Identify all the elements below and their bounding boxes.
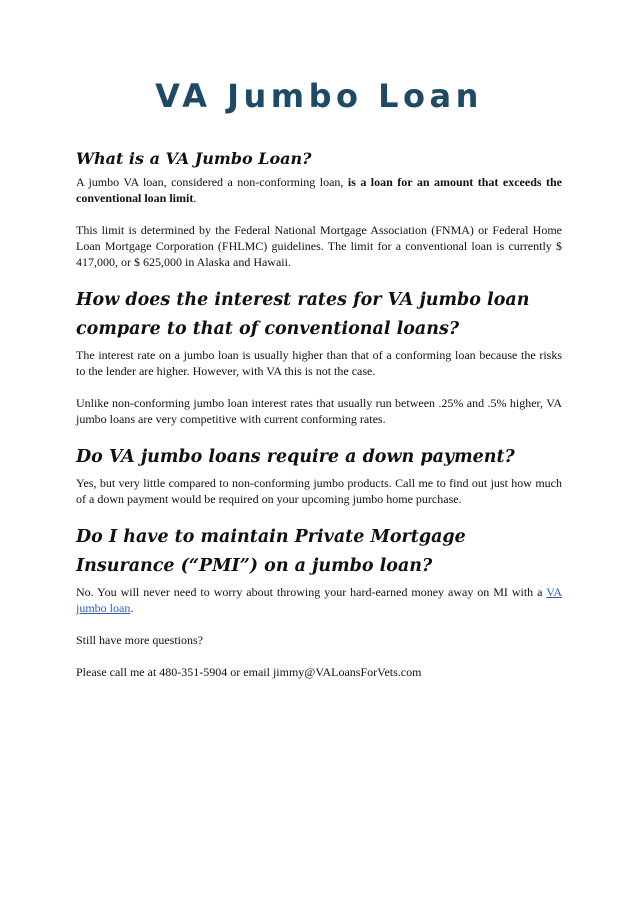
paragraph-competitive-rates: Unlike non-conforming jumbo loan interest rates that usually run between .25% and .5% higher, VA jumbo loans are very competitive with current conforming rates.	[76, 396, 562, 426]
paragraph-definition	[76, 174, 562, 206]
paragraph-limit: This limit is determined by the Federal National Mortgage Association (FNMA) or Federal Home Loan Mortgage Corporation (FHLMC) guidelines. The limit for a conventional loan is currently $ 417,000, or $ 625,000 in Alaska and Hawaii.	[76, 223, 562, 269]
heading-what-is: What is a VA Jumbo Loan?	[76, 149, 312, 168]
heading-interest-rates: How does the interest rates for VA jumbo loan compare to that of conventional loans?	[76, 290, 530, 339]
heading-down-payment: Do VA jumbo loans require a down payment?	[76, 447, 515, 467]
paragraph-pmi-text: No. You will never need to worry about throwing your hard-earned money away on MI with a	[76, 585, 547, 599]
heading-pmi: Do I have to maintain Private Mortgage Insurance (“PMI”) on a jumbo loan?	[76, 527, 466, 576]
paragraph-down-payment: Yes, but very little compared to non-conforming jumbo products. Call me to find out just how much of a down payment would be required on your upcoming jumbo home purchase.	[76, 476, 562, 506]
paragraph-pmi	[76, 584, 562, 616]
va-jumbo-loan-link[interactable]: VA jumbo loan	[76, 585, 562, 615]
paragraph-definition-bold: is a loan for an amount that exceeds the conventional loan limit	[76, 175, 562, 205]
document-page	[0, 76, 638, 902]
paragraph-more-questions: Still have more questions?	[76, 633, 203, 647]
paragraph-definition-end: .	[193, 191, 197, 205]
paragraph-interest-rate: The interest rate on a jumbo loan is usually higher than that of a conforming loan because the risks to the lender are higher. However, with VA this is not the case.	[76, 348, 562, 378]
paragraph-definition-text: A jumbo VA loan, considered a non-conforming loan,	[76, 175, 348, 189]
paragraph-pmi-end: .	[130, 601, 134, 615]
page-title: VA Jumbo Loan	[155, 77, 483, 115]
paragraph-contact: Please call me at 480-351-5904 or email jimmy@VALoansForVets.com	[76, 665, 422, 679]
